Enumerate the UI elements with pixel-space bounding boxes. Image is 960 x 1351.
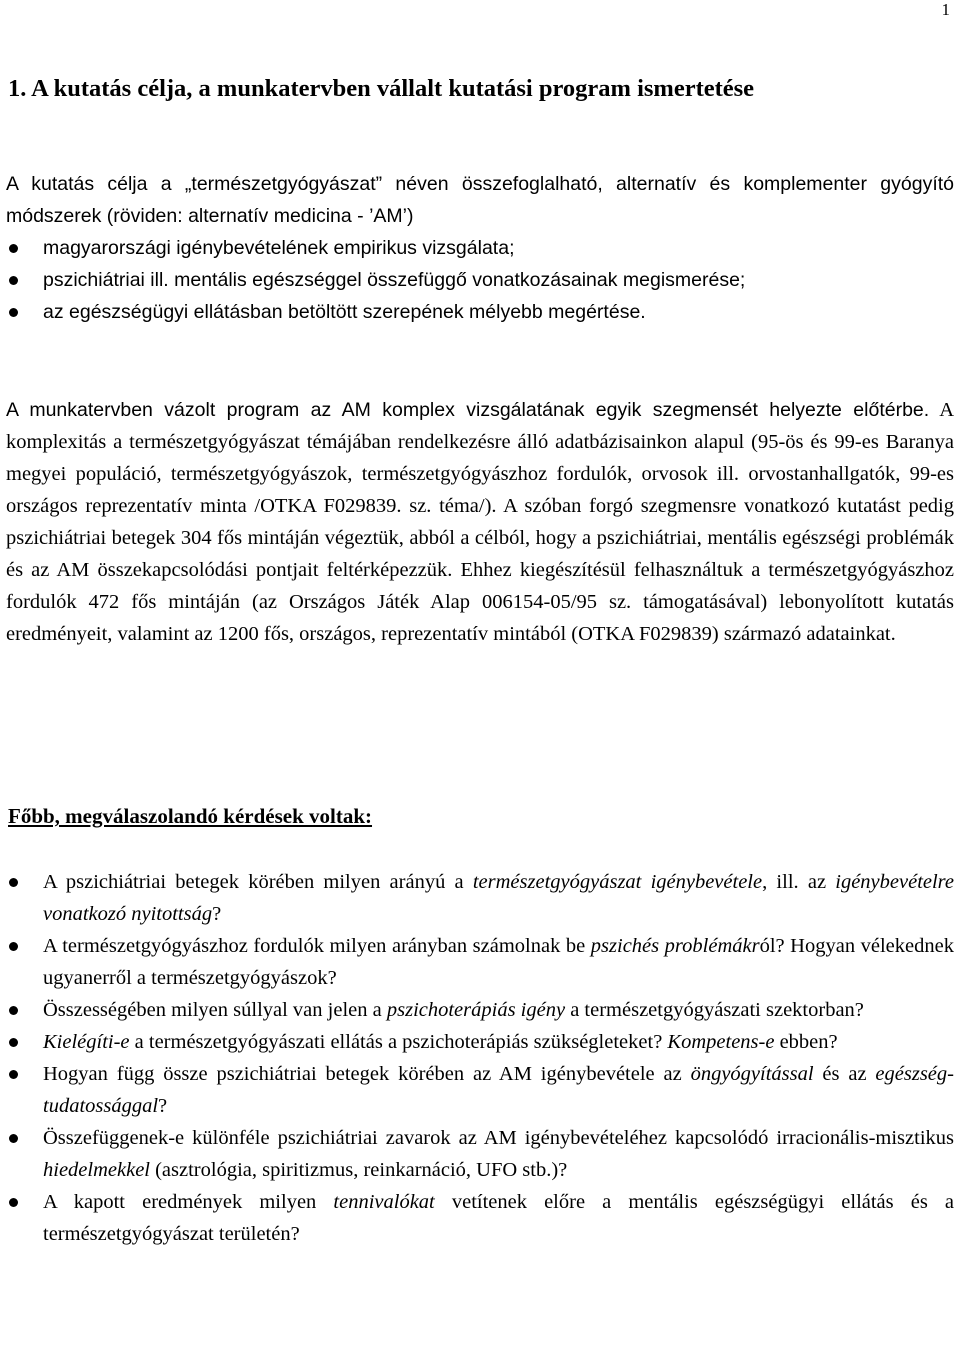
program-paragraph [6,394,954,650]
questions-heading [8,801,372,831]
intro-bullet-2: pszichiátriai ill. mentális egészséggel összefüggő vonatkozásainak megismerése; [6,264,954,296]
section-title: 1. A kutatás célja, a munkatervben vállalt kutatási program ismertetése [8,75,755,102]
question-7: A kapott eredmények milyen tennivalókat vetítenek előre a mentális egészségügyi ellátás és a természetgyógyászat területén? [6,1186,954,1250]
intro-bullet-3: az egészségügyi ellátásban betöltött szerepének mélyebb megértése. [6,296,954,328]
intro-bullet-list [6,232,954,328]
question-5: Hogyan függ össze pszichiátriai betegek körében az AM igénybevétele az öngyógyítással és az egészség-tudatossággal? [6,1058,954,1122]
questions-heading-text: Főbb, megválaszolandó kérdések voltak: [8,804,373,828]
questions-list [6,866,954,1250]
intro-section [6,168,954,328]
question-4: Kielégíti-e a természetgyógyászati ellátás a pszichoterápiás szükségleteket? Kompetens-e ebben? [6,1026,954,1058]
page-number: 1 [941,0,950,19]
intro-bullet-1: magyarországi igénybevételének empirikus vizsgálata; [6,232,954,264]
question-1: A pszichiátriai betegek körében milyen arányú a természetgyógyászat igénybevétele, ill. az igénybevételre vonatkozó nyitottság? [6,866,954,930]
question-3: Összességében milyen súllyal van jelen a pszichoterápiás igény a természetgyógyászati szektorban? [6,994,954,1026]
question-6: Összefüggenek-e különféle pszichiátriai zavarok az AM igénybevételéhez kapcsolódó irracionális-misztikus hiedelmekkel (asztrológia, spiritizmus, reinkarnáció, UFO stb.)? [6,1122,954,1186]
question-2: A természetgyógyászhoz fordulók milyen arányban számolnak be pszichés problémákról? Hogyan vélekednek ugyanerről a természetgyógyászok? [6,930,954,994]
program-paragraph-sans-part: A munkatervben vázolt program az AM komplex vizsgálatának egyik szegmensét helyezte előtérbe. [6,399,930,421]
intro-paragraph: A kutatás célja a „természetgyógyászat” néven összefoglalható, alternatív és komplementer gyógyító módszerek (röviden: alternatív medicina - ’AM’) [6,173,954,227]
questions-section [6,866,954,1250]
program-paragraph-serif-part: A komplexitás a természetgyógyászat témájában rendelkezésre álló adatbázisainkon alapul (95-ös és 99-es Baranya megyei populáció, természetgyógyászok, természetgyógyászhoz fordulók, orvosok ill. orvostanhallgatók, 99-es országos reprezentatív minta /OTKA F029839. sz. téma/). A szóban forgó szegmensre vonatkozó kutatást pedig pszichiátriai betegek 304 fős mintáján végeztük, abból a célból, hogy a pszichiátriai, mentális egészségi problémák és az AM összekapcsolódási pontjait feltérképezzük. Ehhez kiegészítésül felhasználtuk a természetgyógyászhoz fordulók 472 fős mintáján (az Országos Játék Alap 006154-05/95 sz. támogatásával) lebonyolított kutatás eredményeit, valamint az 1200 fős, országos, reprezentatív mintából (OTKA F029839) származó adatainkat. [6,399,954,645]
